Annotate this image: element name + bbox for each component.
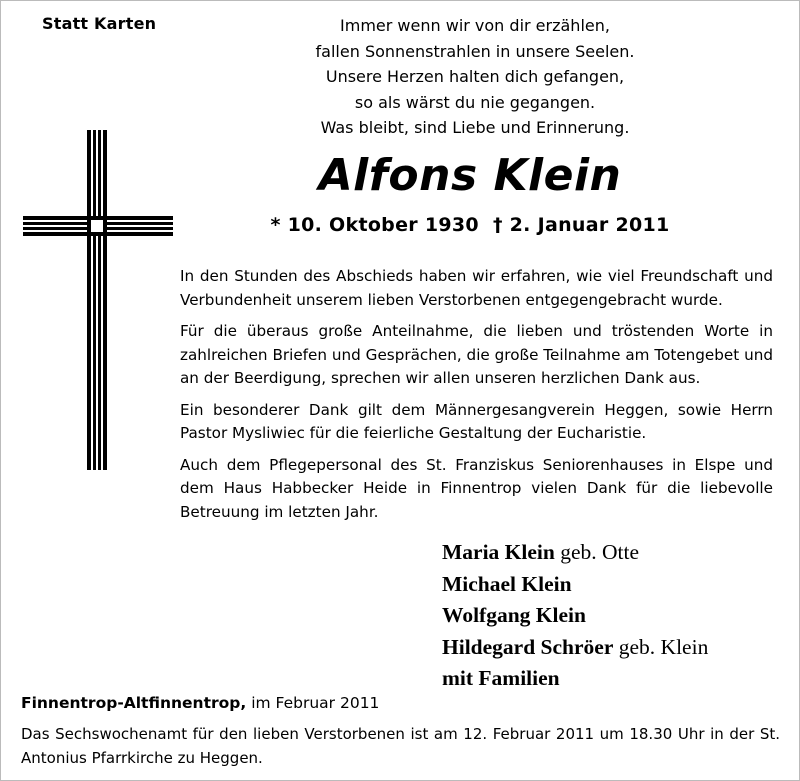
cross-icon <box>23 130 173 470</box>
statt-karten-label: Statt Karten <box>42 14 157 33</box>
poem-line: Immer wenn wir von dir erzählen, <box>340 16 610 35</box>
signer: Hildegard Schröer geb. Klein <box>442 634 709 659</box>
poem <box>240 13 710 141</box>
death-date: † 2. Januar 2011 <box>492 214 670 236</box>
signer: Michael Klein <box>442 571 572 596</box>
life-dates <box>200 214 740 236</box>
thanks-paragraph: Auch dem Pflegepersonal des St. Franziskus Seniorenhauses in Elspe und dem Haus Habbecker Heide in Finnentrop vielen Dank für die liebevolle Betreuung im letzten Jahr. <box>180 455 773 521</box>
signer: Wolfgang Klein <box>442 603 586 627</box>
signer: mit Familien <box>442 666 560 690</box>
poem-line: Was bleibt, sind Liebe und Erinnerung. <box>320 118 630 137</box>
poem-line: so als wärst du nie gegangen. <box>354 92 596 112</box>
thanks-paragraph: Für die überaus große Anteilnahme, die lieben und tröstenden Worte in zahlreichen Briefen und Gesprächen, die große Teilnahme am Totengebet und an der Beerdigung, sprechen wir allen unseren herzlichen Dank aus. <box>180 322 773 387</box>
thanks-paragraph: In den Stunden des Abschieds haben wir erfahren, wie viel Freundschaft und Verbundenheit unserem lieben Verstorbenen entgegengebracht wurde. <box>180 267 773 309</box>
poem-line: fallen Sonnenstrahlen in unsere Seelen. <box>315 41 635 61</box>
mass-notice: Das Sechswochenamt für den lieben Verstorbenen ist am 12. Februar 2011 um 18.30 Uhr in der St. Antonius Pfarrkirche zu Heggen. <box>21 725 780 767</box>
poem-line: Unsere Herzen halten dich gefangen, <box>325 67 625 86</box>
signers <box>442 537 708 695</box>
thanks-text <box>180 265 773 532</box>
thanks-paragraph: Ein besonderer Dank gilt dem Männergesangverein Heggen, sowie Herrn Pastor Mysliwiec für die feierliche Gestaltung der Eucharistie. <box>180 400 773 442</box>
place-location: Finnentrop-Altfinnentrop, <box>21 694 247 712</box>
place-date <box>21 694 379 712</box>
birth-date: * 10. Oktober 1930 <box>270 214 479 236</box>
deceased-name: Alfons Klein <box>318 150 622 201</box>
signer: Maria Klein geb. Otte <box>442 540 640 564</box>
place-date-text: im Februar 2011 <box>251 694 380 712</box>
